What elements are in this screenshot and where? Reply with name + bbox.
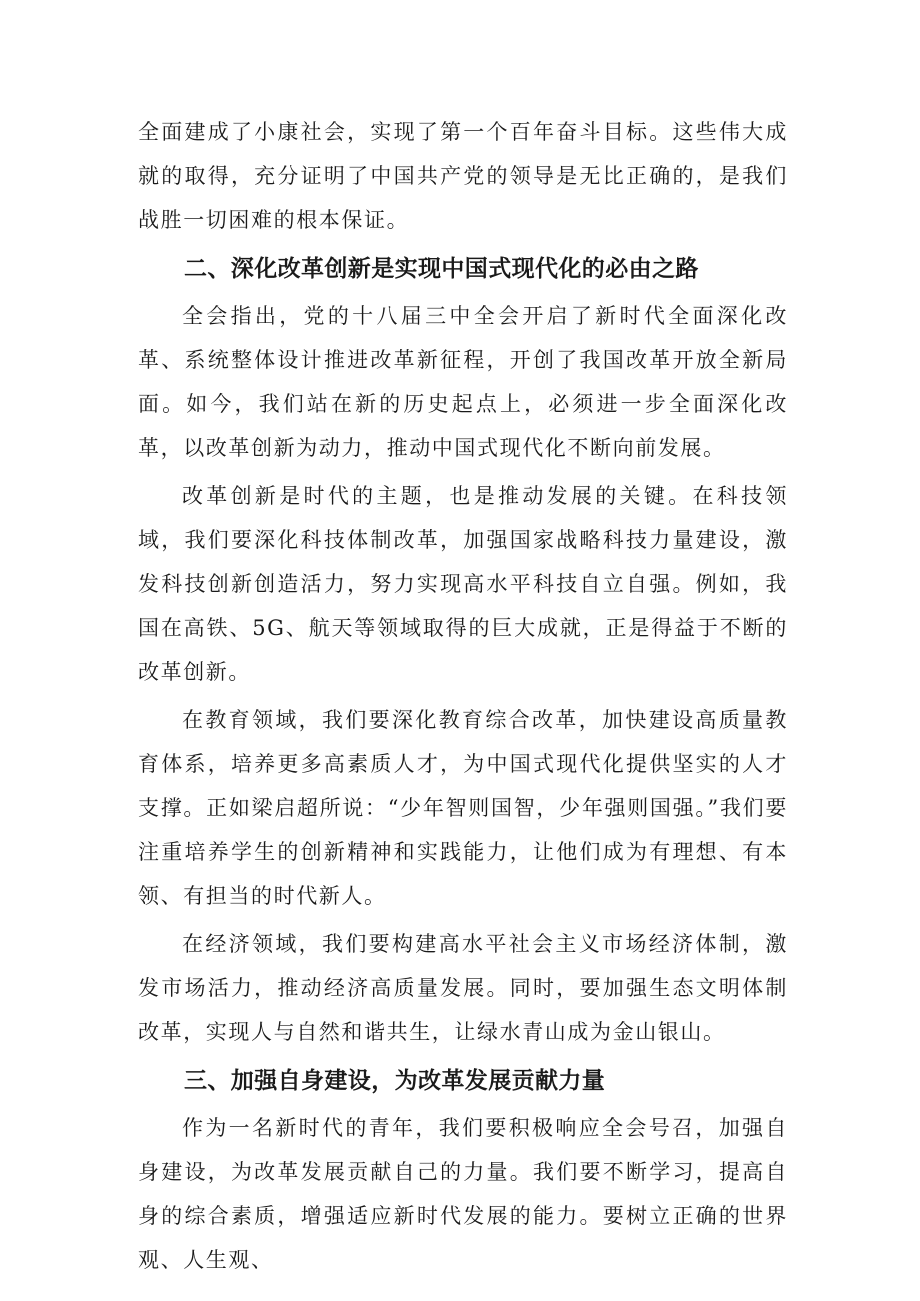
paragraph-education: 在教育领域，我们要深化教育综合改革，加快建设高质量教育体系，培养更多高素质人才，为中国式现代化提供坚实的人才支撑。正如梁启超所说：“少年智则国智，少年强则国强。”我们要注重培养学生的创新精神和实践能力，让他们成为有理想、有本领、有担当的时代新人。 [138, 708, 788, 908]
document-body [138, 110, 788, 1282]
paragraph-technology: 改革创新是时代的主题，也是推动发展的关键。在科技领域，我们要深化科技体制改革，加强国家战略科技力量建设，激发科技创新创造活力，努力实现高水平科技自立自强。例如，我国在高铁、5G、航天等领域取得的巨大成就，正是得益于不断的改革创新。 [138, 484, 788, 684]
paragraph-youth: 作为一名新时代的青年，我们要积极响应全会号召，加强自身建设，为改革发展贡献自己的力量。我们要不断学习，提高自身的综合素质，增强适应新时代发展的能力。要树立正确的世界观、人生观、 [138, 1116, 788, 1272]
section-heading-3: 三、加强自身建设，为改革发展贡献力量 [184, 1068, 606, 1094]
section-heading-2: 二、深化改革创新是实现中国式现代化的必由之路 [184, 256, 699, 282]
paragraph-achievements: 全面建成了小康社会，实现了第一个百年奋斗目标。这些伟大成就的取得，充分证明了中国共产党的领导是无比正确的，是我们战胜一切困难的根本保证。 [138, 120, 788, 232]
paragraph-plenary: 全会指出，党的十八届三中全会开启了新时代全面深化改革、系统整体设计推进改革新征程，开创了我国改革开放全新局面。如今，我们站在新的历史起点上，必须进一步全面深化改革，以改革创新为动力，推动中国式现代化不断向前发展。 [138, 304, 788, 460]
paragraph-economy: 在经济领域，我们要构建高水平社会主义市场经济体制，激发市场活力，推动经济高质量发展。同时，要加强生态文明体制改革，实现人与自然和谐共生，让绿水青山成为金山银山。 [138, 932, 788, 1044]
